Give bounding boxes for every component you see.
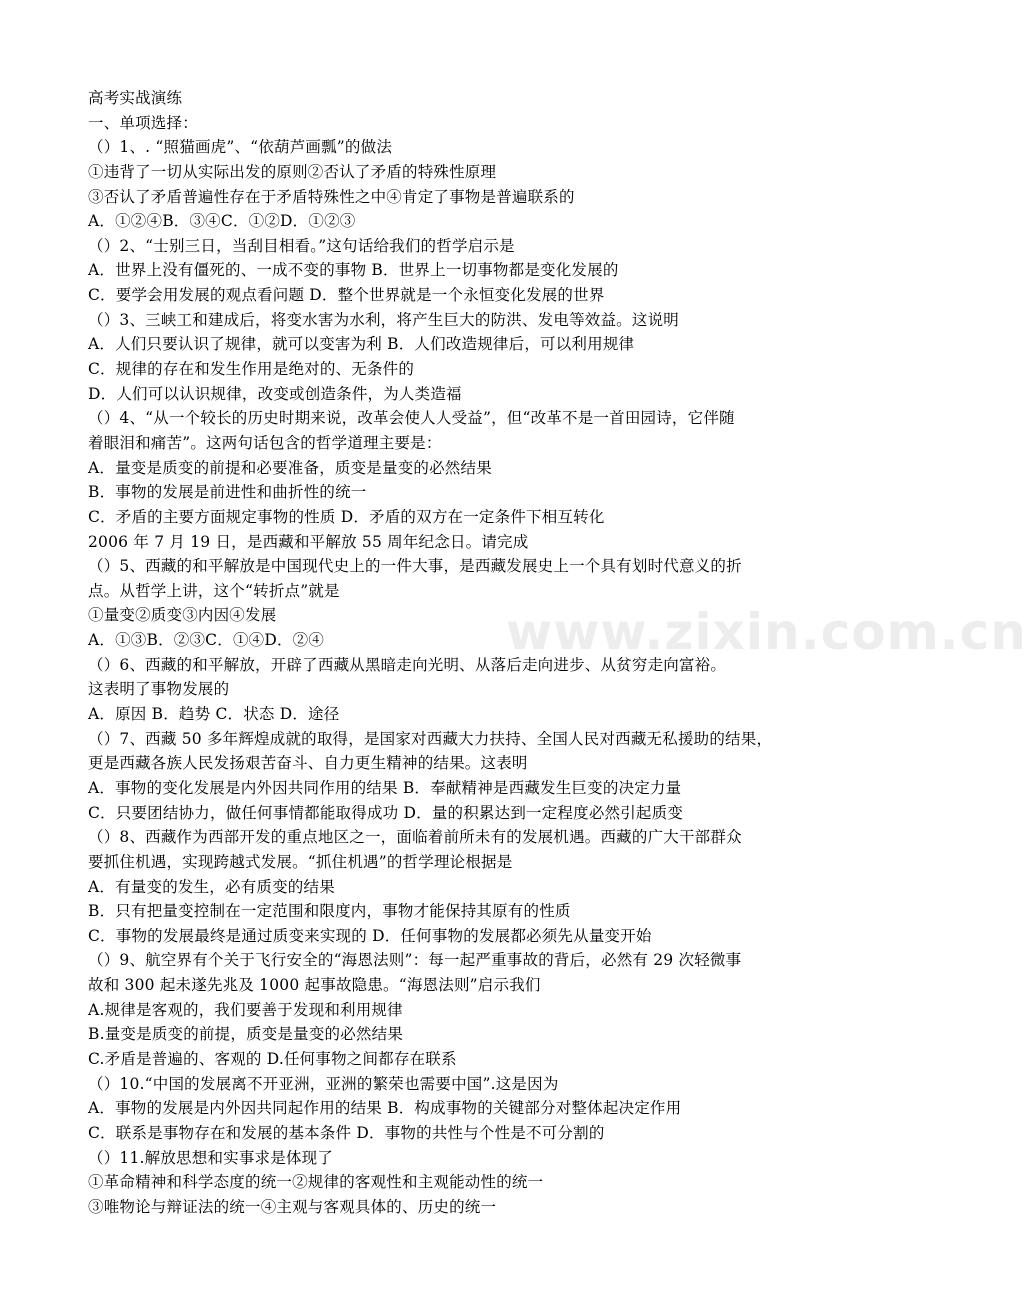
- text-line: A.规律是客观的，我们要善于发现和利用规律: [88, 1000, 403, 1019]
- text-line: （）3、三峡工和建成后，将变水害为水利，将产生巨大的防洪、发电等效益。这说明: [88, 310, 679, 329]
- text-line: 2006 年 7 月 19 日，是西藏和平解放 55 周年纪念日。请完成: [88, 532, 529, 551]
- text-line: ①革命精神和科学态度的统一②规律的客观性和主观能动性的统一: [88, 1173, 544, 1192]
- text-line: ①违背了一切从实际出发的原则②否认了矛盾的特殊性原理: [88, 162, 497, 181]
- text-line: A．事物的变化发展是内外因共同作用的结果 B．奉献精神是西藏发生巨变的决定力量: [88, 778, 682, 797]
- text-line: B.量变是质变的前提，质变是量变的必然结果: [88, 1025, 404, 1044]
- text-line: （）9、航空界有个关于飞行安全的“海恩法则”：每一起严重事故的背后，必然有 29 次轻微事: [88, 951, 742, 970]
- text-line: C．规律的存在和发生作用是绝对的、无条件的: [88, 360, 415, 379]
- text-line: D．人们可以认识规律，改变或创造条件，为人类造福: [88, 384, 462, 403]
- text-line: A．事物的发展是内外因共同起作用的结果 B．构成事物的关键部分对整体起决定作用: [88, 1099, 682, 1118]
- watermark: www.zixin.com.cn: [506, 603, 1027, 661]
- text-line: （）1、. “照猫画虎”、“依葫芦画瓢”的做法: [88, 138, 393, 157]
- text-line: （）7、西藏 50 多年辉煌成就的取得，是国家对西藏大力扶持、全国人民对西藏无私援助的结果，: [88, 729, 773, 748]
- text-line: （）10.“中国的发展离不开亚洲，亚洲的繁荣也需要中国”.这是因为: [88, 1074, 559, 1093]
- text-line: C．矛盾的主要方面规定事物的性质 D．矛盾的双方在一定条件下相互转化: [88, 507, 605, 526]
- text-line: （）11.解放思想和实事求是体现了: [88, 1148, 334, 1167]
- text-line: 着眼泪和痛苦”。这两句话包含的哲学道理主要是：: [88, 433, 442, 452]
- text-line: （）8、西藏作为西部开发的重点地区之一，面临着前所未有的发展机遇。西藏的广大干部群众: [88, 828, 742, 847]
- text-line: C.矛盾是普遍的、客观的 D.任何事物之间都存在联系: [88, 1049, 457, 1068]
- text-line: C．事物的发展最终是通过质变来实现的 D．任何事物的发展都必须先从量变开始: [88, 926, 652, 945]
- text-line: 要抓住机遇，实现跨越式发展。“抓住机遇”的哲学理论根据是: [88, 852, 513, 871]
- text-line: A．①③B．②③C．①④D．②④: [88, 631, 325, 650]
- text-line: A．原因 B．趋势 C．状态 D．途径: [88, 705, 340, 724]
- text-line: ③唯物论与辩证法的统一④主观与客观具体的、历史的统一: [88, 1197, 497, 1216]
- text-line: （）6、西藏的和平解放，开辟了西藏从黑暗走向光明、从落后走向进步、从贫穷走向富裕。: [88, 655, 727, 674]
- text-line: 故和 300 起未遂先兆及 1000 起事故隐患。“海恩法则”启示我们: [88, 976, 541, 995]
- text-line: A．世界上没有僵死的、一成不变的事物 B．世界上一切事物都是变化发展的: [88, 261, 619, 280]
- text-line: A．量变是质变的前提和必要准备，质变是量变的必然结果: [88, 458, 492, 477]
- text-line: A．①②④B．③④C．①②D．①②③: [88, 212, 356, 231]
- text-line: （）2、“士别三日，当刮目相看。”这句话给我们的哲学启示是: [88, 236, 515, 255]
- text-line: B．只有把量变控制在一定范围和限度内，事物才能保持其原有的性质: [88, 902, 571, 921]
- text-line: ③否认了矛盾普遍性存在于矛盾特殊性之中④肯定了事物是普遍联系的: [88, 187, 575, 206]
- text-line: ①量变②质变③内因④发展: [88, 606, 277, 625]
- text-line: 这表明了事物发展的: [88, 680, 230, 699]
- document-title: 高考实战演练: [88, 89, 183, 107]
- text-line: 更是西藏各族人民发扬艰苦奋斗、自力更生精神的结果。这表明: [88, 754, 528, 773]
- text-line: A．有量变的发生，必有质变的结果: [88, 877, 335, 896]
- text-line: C．只要团结协力，做任何事情都能取得成功 D．量的积累达到一定程度必然引起质变: [88, 803, 684, 822]
- text-line: （）4、“从一个较长的历史时期来说，改革会使人人受益”，但“改革不是一首田园诗，它伴随: [88, 409, 735, 428]
- text-line: （）5、西藏的和平解放是中国现代史上的一件大事，是西藏发展史上一个具有划时代意义的折: [88, 557, 742, 576]
- text-line: B．事物的发展是前进性和曲折性的统一: [88, 483, 367, 502]
- text-line: C．要学会用发展的观点看问题 D．整个世界就是一个永恒变化发展的世界: [88, 286, 605, 305]
- section-heading: 一、单项选择：: [88, 113, 198, 132]
- text-line: 点。从哲学上讲，这个“转折点”就是: [88, 581, 340, 600]
- text-line: A．人们只要认识了规律，就可以变害为利 B．人们改造规律后，可以利用规律: [88, 335, 635, 354]
- text-line: C．联系是事物存在和发展的基本条件 D．事物的共性与个性是不可分割的: [88, 1123, 605, 1142]
